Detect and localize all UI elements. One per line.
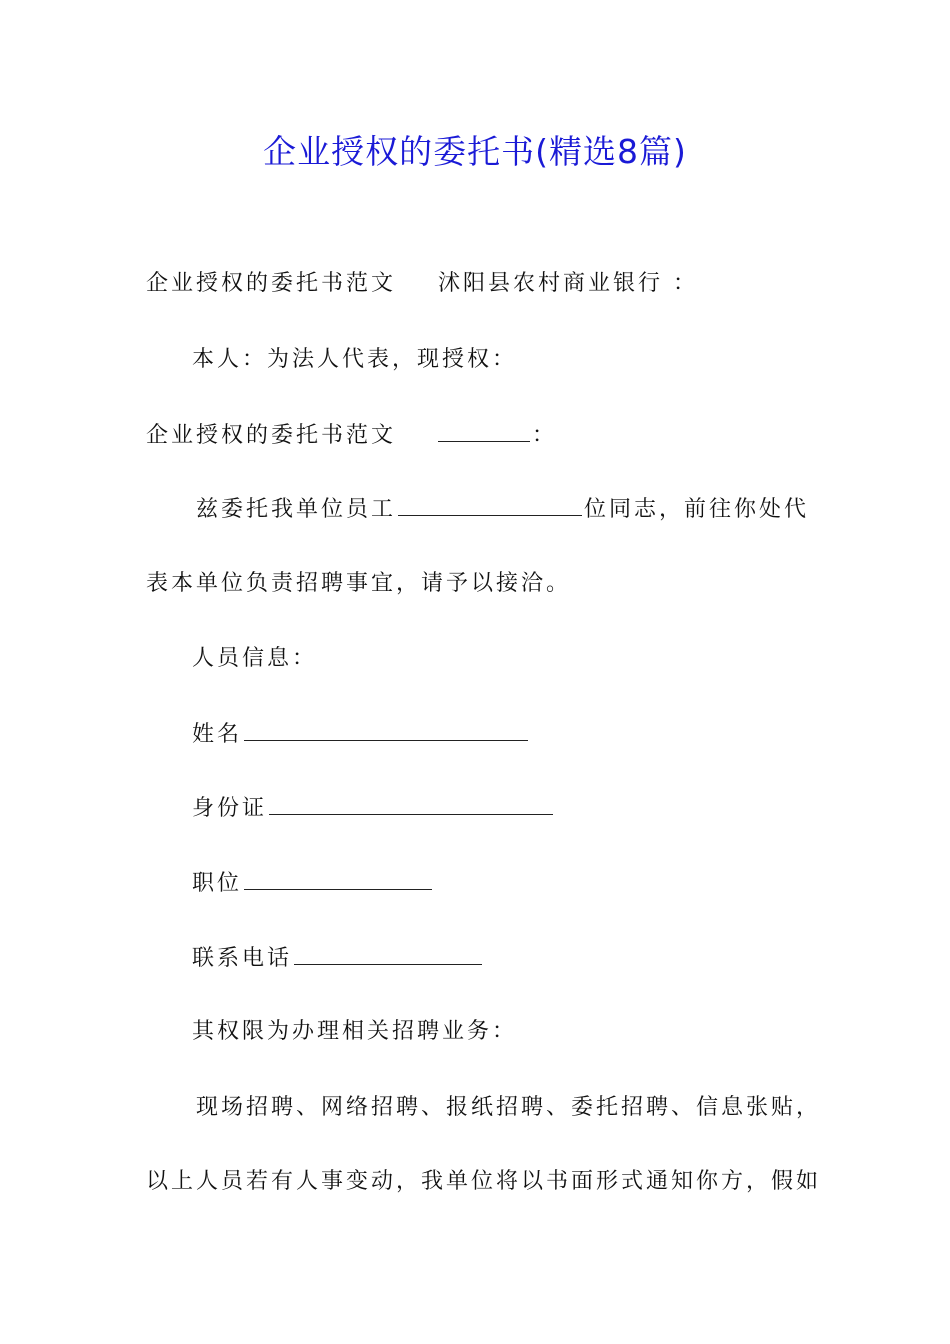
line-1-heading: 企业授权的委托书范文 (146, 271, 397, 296)
position-blank (244, 867, 432, 890)
line-9 (192, 867, 434, 900)
line-3 (146, 419, 557, 452)
line-1 (146, 268, 698, 300)
line-2: 本人：为法人代表，现授权： (192, 347, 518, 372)
position-label: 职位 (192, 871, 243, 896)
phone-label: 联系电话 (192, 946, 293, 971)
line-7 (192, 718, 530, 751)
line-4-end: 位同志，前往你处代 (584, 497, 810, 522)
addressee-blank (438, 419, 530, 442)
line-4 (196, 493, 809, 526)
employee-blank (398, 493, 582, 516)
line-3-colon: ： (532, 423, 558, 448)
line-5: 表本单位负责招聘事宜，请予以接洽。 (146, 571, 572, 596)
line-11: 其权限为办理相关招聘业务： (192, 1019, 518, 1044)
line-12: 现场招聘、网络招聘、报纸招聘、委托招聘、信息张贴， (196, 1095, 822, 1120)
document-title: 企业授权的委托书(精选8篇) (263, 132, 687, 171)
line-10 (192, 942, 484, 975)
name-blank (244, 718, 528, 741)
line-1-addressee: 沭阳县农村商业银行 ： (438, 271, 699, 296)
id-card-blank (269, 792, 553, 815)
name-label: 姓名 (192, 722, 243, 747)
line-3-heading: 企业授权的委托书范文 (146, 423, 397, 448)
line-6: 人员信息： (192, 646, 318, 671)
id-card-label: 身份证 (192, 796, 268, 821)
line-4-start: 兹委托我单位员工 (196, 497, 397, 522)
line-13: 以上人员若有人事变动，我单位将以书面形式通知你方，假如 (146, 1169, 822, 1194)
phone-blank (294, 942, 482, 965)
line-8 (192, 792, 555, 825)
